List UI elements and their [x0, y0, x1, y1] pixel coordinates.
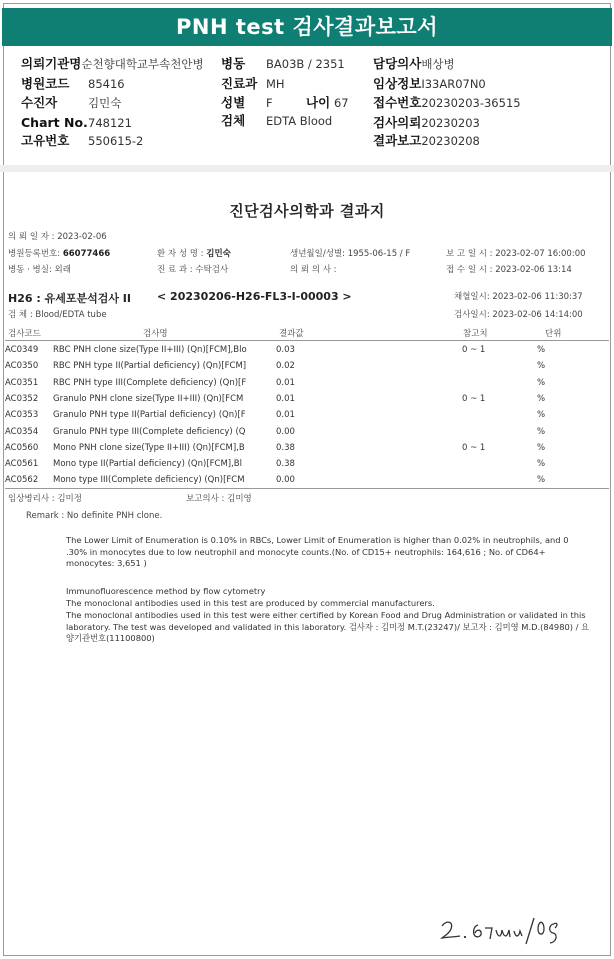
lab-specimen-value: Blood/EDTA tube	[35, 310, 107, 320]
table-row	[0, 408, 614, 424]
dept-label: 진료과	[221, 76, 258, 91]
result-unit: %	[537, 442, 546, 453]
result-unit: %	[537, 475, 546, 486]
reg-number-label: 병원등록번호:	[8, 249, 61, 259]
result-test-name: Granulo PNH type II(Partial deficiency) (Qn)[F	[53, 410, 246, 421]
col-header-code: 검사코드	[8, 329, 41, 339]
report-date-label: 결과보고	[373, 133, 422, 148]
result-code: AC0352	[5, 393, 39, 404]
specimen-value: EDTA Blood	[266, 114, 333, 128]
hospital-code-value: 85416	[88, 77, 125, 91]
table-row	[0, 359, 614, 375]
receipt-number-label: 접수번호	[373, 95, 422, 110]
receipt-number-value: 20230203-36515	[421, 96, 521, 110]
test-time-value: 2023-02-06 14:14:00	[492, 310, 583, 320]
result-test-name: Mono type II(Partial deficiency) (Qn)[FCM],Bl	[53, 459, 243, 470]
clinical-info-value: I33AR07N0	[421, 77, 486, 91]
table-row	[0, 376, 614, 392]
institution-row	[21, 56, 204, 72]
result-value: 0.00	[276, 475, 295, 486]
reporter-label: 보고의사 :	[186, 494, 225, 504]
remark-text: Remark : No definite PNH clone.	[26, 511, 163, 521]
result-code: AC0351	[5, 377, 39, 388]
table-row	[0, 425, 614, 441]
result-code: AC0349	[5, 345, 39, 355]
result-value: 0.02	[276, 361, 295, 372]
pathologist-label: 임상병리사 :	[8, 494, 55, 504]
handwritten-signature	[438, 912, 568, 946]
result-value: 0.01	[276, 377, 295, 388]
antibody-line: The monoclonal antibodies used in this test are produced by commercial manufacturers.	[66, 598, 435, 608]
certification-note: The monoclonal antibodies used in this test were either certified by Korean Food and Drug Administration or validated in this laboratory. The test was developed and validated in this laboratory. 검사자 : 김미정 M.T.(23247)/ 보고자 : 김미영 M.D.(84980) / 요양기관번호(11100800)	[66, 610, 590, 643]
lab-dept-value: 수탁검사	[195, 265, 229, 275]
result-reference-range: 0 ~ 1	[462, 345, 486, 355]
result-test-name: Mono type III(Complete deficiency) (Qn)[FCM	[53, 475, 245, 486]
table-header-rule	[5, 340, 609, 341]
result-test-name: RBC PNH type III(Complete deficiency) (Qn)[F	[53, 377, 247, 388]
age-value: 67	[333, 96, 349, 110]
enumeration-note: The Lower Limit of Enumeration is 0.10% in RBCs, Lower Limit of Enumeration is higher than 0.02% in neutrophils, and 0 .30% in monocytes due to low neutrophil and monocyte counts.(No. of CD15+ neutrophils: 164,616 ; No. of CD64+ monocytes: 3,651 )	[66, 535, 569, 568]
reporter-value: 김미영	[227, 494, 252, 504]
result-test-name: RBC PNH clone size(Type II+III) (Qn)[FCM],Blo	[53, 345, 247, 355]
specimen-label: 검체	[221, 113, 246, 128]
collect-time-value: 2023-02-06 11:30:37	[492, 292, 583, 302]
unique-id-value: 550615-2	[88, 134, 144, 148]
patient-value: 김민숙	[88, 96, 122, 110]
result-test-name: Granulo PNH clone size(Type II+III) (Qn)[FCM	[53, 393, 244, 404]
result-code: AC0350	[5, 361, 39, 372]
table-row	[0, 457, 614, 473]
lab-patient-label: 환 자 성 명 :	[157, 249, 204, 259]
result-unit: %	[537, 361, 546, 372]
table-bottom-rule	[5, 488, 609, 489]
lab-specimen-label: 검 체 :	[8, 310, 33, 320]
sex-label: 성별	[221, 95, 246, 110]
lab-dept-label: 진 료 과 :	[157, 265, 193, 275]
lab-report-title: 진단검사의학과 결과지	[229, 202, 385, 220]
result-value: 0.00	[276, 426, 295, 437]
hospital-code-label: 병원코드	[21, 76, 70, 91]
age-label: 나이	[306, 95, 331, 110]
col-header-ref: 참고치	[463, 329, 488, 339]
lab-ward-value: 외래	[54, 265, 71, 275]
collect-time-label: 채혈일시:	[454, 292, 490, 302]
doctor-field	[373, 56, 455, 72]
unique-id-label: 고유번호	[21, 133, 70, 148]
lab-ward-label: 병동 · 병실:	[8, 265, 52, 275]
report-time-value: 2023-02-07 16:00:00	[495, 249, 586, 259]
clinical-info-label: 임상정보	[373, 76, 422, 91]
ward-field	[221, 56, 245, 72]
doctor-value: 배상병	[421, 57, 455, 71]
result-unit: %	[537, 377, 546, 388]
test-accession-id: < 20230206-H26-FL3-I-00003 >	[157, 290, 352, 303]
table-row	[0, 441, 614, 457]
section-separator	[0, 165, 614, 172]
institution-value: 순천향대학교부속천안병	[81, 57, 204, 71]
table-row	[0, 473, 614, 489]
result-unit: %	[537, 393, 546, 404]
col-header-unit: 단위	[545, 329, 562, 339]
result-unit: %	[537, 410, 546, 421]
result-value: 0.38	[276, 459, 295, 470]
result-unit: %	[537, 426, 546, 437]
sex-value: F	[266, 96, 273, 110]
test-time-label: 검사일시:	[454, 310, 490, 320]
ward-label: 병동	[221, 56, 246, 71]
dob-value: 1955-06-15 / F	[347, 249, 411, 259]
result-unit: %	[537, 459, 546, 470]
receipt-time-value: 2023-02-06 13:14	[495, 265, 572, 275]
result-value: 0.01	[276, 393, 295, 404]
method-line: Immunofluorescence method by flow cytometry	[66, 586, 266, 596]
report-date-value: 20230208	[421, 134, 480, 148]
lab-patient-value: 김민숙	[206, 249, 231, 259]
report-banner-title: PNH test 검사결과보고서	[2, 8, 612, 46]
result-reference-range: 0 ~ 1	[462, 442, 486, 453]
col-header-result: 결과값	[279, 329, 304, 339]
institution-label: 의뢰기관명	[21, 56, 82, 71]
lab-request-date-value: 2023-02-06	[57, 232, 107, 242]
chart-no-label: Chart No.	[21, 115, 88, 130]
result-test-name: RBC PNH type II(Partial deficiency) (Qn)[FCM]	[53, 361, 247, 372]
result-test-name: Granulo PNH type III(Complete deficiency) (Q	[53, 426, 246, 437]
request-date-label: 검사의뢰	[373, 115, 422, 130]
dob-label: 생년월일/성별:	[290, 249, 345, 259]
result-value: 0.01	[276, 410, 295, 421]
lab-doctor-label: 의 뢰 의 사 :	[290, 265, 337, 275]
chart-no-value: 748121	[88, 116, 132, 130]
reg-number-value: 66077466	[62, 249, 111, 259]
request-date-value: 20230203	[421, 116, 480, 130]
result-code: AC0560	[5, 442, 39, 453]
receipt-time-label: 접 수 일 시 :	[446, 265, 493, 275]
report-time-label: 보 고 일 시 :	[446, 249, 493, 259]
result-test-name: Mono PNH clone size(Type II+III) (Qn)[FCM],B	[53, 442, 245, 453]
result-code: AC0354	[5, 426, 39, 437]
test-section-title: H26 : 유세포분석검사 II	[8, 292, 131, 305]
result-code: AC0561	[5, 459, 39, 470]
result-code: AC0353	[5, 410, 39, 421]
col-header-name: 검사명	[143, 329, 168, 339]
dept-value: MH	[266, 77, 285, 91]
result-code: AC0562	[5, 475, 39, 486]
doctor-label: 담당의사	[373, 56, 422, 71]
table-row	[0, 343, 614, 359]
ward-value: BA03B / 2351	[266, 57, 345, 71]
result-unit: %	[537, 345, 546, 355]
result-value: 0.38	[276, 442, 295, 453]
pathologist-value: 김미정	[57, 494, 82, 504]
table-row	[0, 392, 614, 408]
result-value: 0.03	[276, 345, 295, 355]
lab-request-date-label: 의 뢰 일 자 :	[8, 232, 55, 242]
result-reference-range: 0 ~ 1	[462, 393, 486, 404]
patient-label: 수진자	[21, 95, 58, 110]
